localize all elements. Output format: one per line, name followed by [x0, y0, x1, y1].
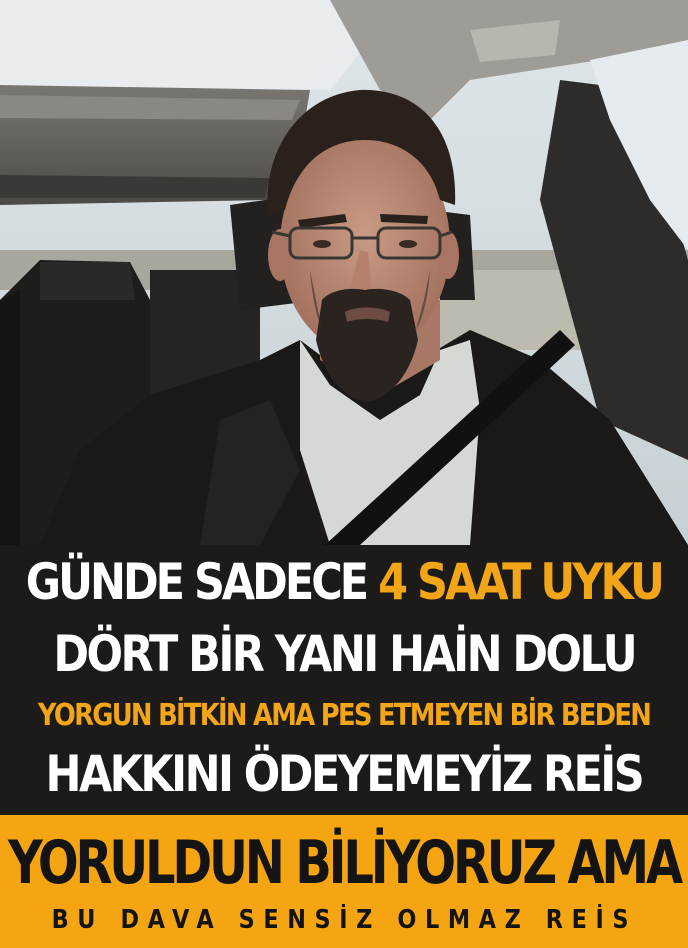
footer-subline: BU DAVA SENSİZ OLMAZ REİS	[51, 905, 637, 935]
caption-line-3: YORGUN BİTKİN AMA PES ETMEYEN BİR BEDEN	[37, 698, 651, 733]
rear-headrest	[40, 262, 135, 300]
caption-line-1-accent: 4 SAAT UYKU	[378, 553, 663, 611]
caption-line-1	[25, 553, 663, 611]
caption-line-2: DÖRT BİR YANI HAİN DOLU	[53, 625, 635, 683]
eye-right	[399, 240, 417, 248]
eye-left	[313, 240, 331, 248]
roof-edge	[0, 175, 270, 198]
caption-line-4: HAKKINI ÖDEYEMEYİZ REİS	[45, 745, 643, 803]
footer-headline: YORULDUN BİLİYORUZ AMA	[8, 828, 680, 898]
caption-band	[0, 545, 688, 815]
footer-band	[0, 815, 688, 948]
door-panel	[0, 290, 20, 545]
caption-line-1-text: GÜNDE SADECE	[25, 553, 367, 611]
